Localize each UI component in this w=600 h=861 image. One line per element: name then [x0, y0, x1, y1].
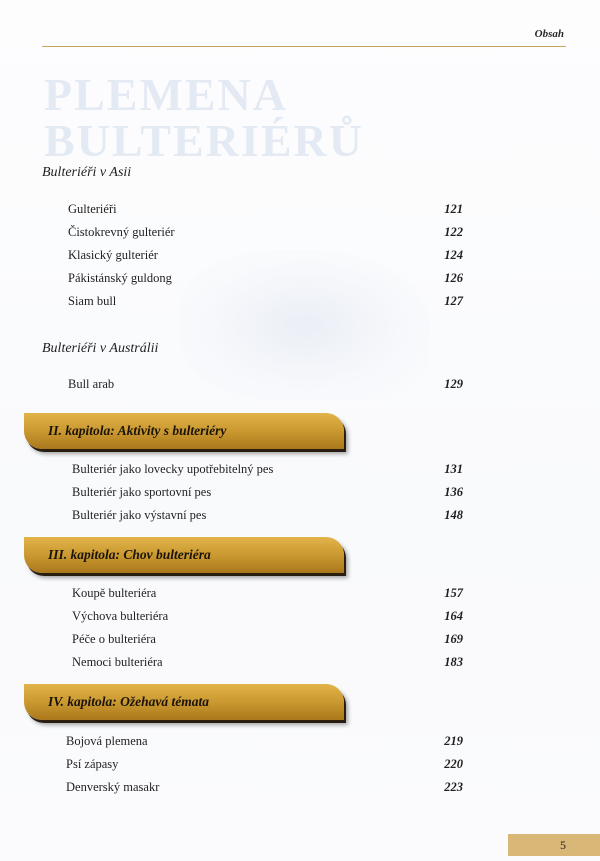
toc-entry-page: 127 — [444, 294, 463, 308]
toc-entry-label: Pákistánský guldong — [68, 271, 172, 285]
toc-entry-page: 136 — [444, 485, 463, 499]
toc-entry-page: 129 — [444, 377, 463, 391]
toc-entry-page: 131 — [444, 462, 463, 476]
toc-entry[interactable] — [0, 202, 600, 220]
toc-entry-page: 148 — [444, 508, 463, 522]
toc-entry-label: Siam bull — [68, 294, 117, 308]
toc-entry[interactable] — [0, 377, 600, 395]
toc-entry[interactable] — [0, 757, 600, 775]
chapter-title: II. kapitola: Aktivity s bulteriéry — [48, 423, 227, 438]
faded-title-text: PLEMENA BULTERIÉRŮ — [44, 69, 364, 166]
toc-entry[interactable] — [0, 508, 600, 526]
toc-entry-page: 122 — [444, 225, 463, 239]
toc-entry-label: Klasický gulteriér — [68, 248, 158, 262]
chapter-title: IV. kapitola: Ožehavá témata — [48, 694, 210, 709]
toc-entry-page: 169 — [444, 632, 463, 646]
toc-entry-label: Bull arab — [68, 377, 115, 391]
toc-entry[interactable] — [0, 586, 600, 604]
toc-entry-page: 219 — [444, 734, 463, 748]
toc-entry[interactable] — [0, 485, 600, 503]
toc-entry-label: Psí zápasy — [66, 757, 119, 771]
toc-entry-label: Péče o bulteriéra — [72, 632, 156, 646]
toc-entry-page: 157 — [444, 586, 463, 600]
toc-entry[interactable] — [0, 632, 600, 650]
toc-entry[interactable] — [0, 780, 600, 798]
toc-entry-page: 124 — [444, 248, 463, 262]
toc-entry-page: 220 — [444, 757, 463, 771]
faded-background-title — [44, 69, 600, 166]
chapter-banner[interactable] — [24, 537, 344, 573]
page-number: 5 — [560, 838, 566, 852]
toc-entry-label: Gulteriéři — [68, 202, 117, 216]
toc-entry-page: 164 — [444, 609, 463, 623]
toc-entry-page: 183 — [444, 655, 463, 669]
running-header: Obsah — [534, 28, 564, 40]
toc-entry-label: Denverský masakr — [66, 780, 160, 794]
header-rule — [42, 46, 566, 47]
toc-entry[interactable] — [0, 462, 600, 480]
toc-entry-label: Nemoci bulteriéra — [72, 655, 163, 669]
toc-entry-label: Bulteriér jako výstavní pes — [72, 508, 207, 522]
chapter-banner[interactable] — [24, 684, 344, 720]
toc-entry-label: Bulteriér jako lovecky upotřebitelný pes — [72, 462, 274, 476]
toc-entry-label: Bojová plemena — [66, 734, 148, 748]
toc-entry[interactable] — [0, 225, 600, 243]
toc-entry-label: Výchova bulteriéra — [72, 609, 169, 623]
toc-entry-page: 126 — [444, 271, 463, 285]
toc-entry[interactable] — [0, 734, 600, 752]
toc-entry[interactable] — [0, 248, 600, 266]
toc-entry-label: Čistokrevný gulteriér — [68, 225, 175, 239]
page-number-tab — [508, 834, 600, 856]
toc-entry[interactable] — [0, 271, 600, 289]
toc-entry-page: 223 — [444, 780, 463, 794]
section-heading: Bulteriéři v Asii — [42, 165, 132, 180]
toc-entry-label: Koupě bulteriéra — [72, 586, 157, 600]
chapter-title: III. kapitola: Chov bulteriéra — [48, 547, 211, 562]
toc-entry[interactable] — [0, 609, 600, 627]
toc-entry[interactable] — [0, 655, 600, 673]
toc-entry-label: Bulteriér jako sportovní pes — [72, 485, 212, 499]
section-heading: Bulteriéři v Austrálii — [42, 341, 159, 356]
toc-entry-page: 121 — [444, 202, 463, 216]
chapter-banner[interactable] — [24, 413, 344, 449]
toc-entry[interactable] — [0, 294, 600, 312]
